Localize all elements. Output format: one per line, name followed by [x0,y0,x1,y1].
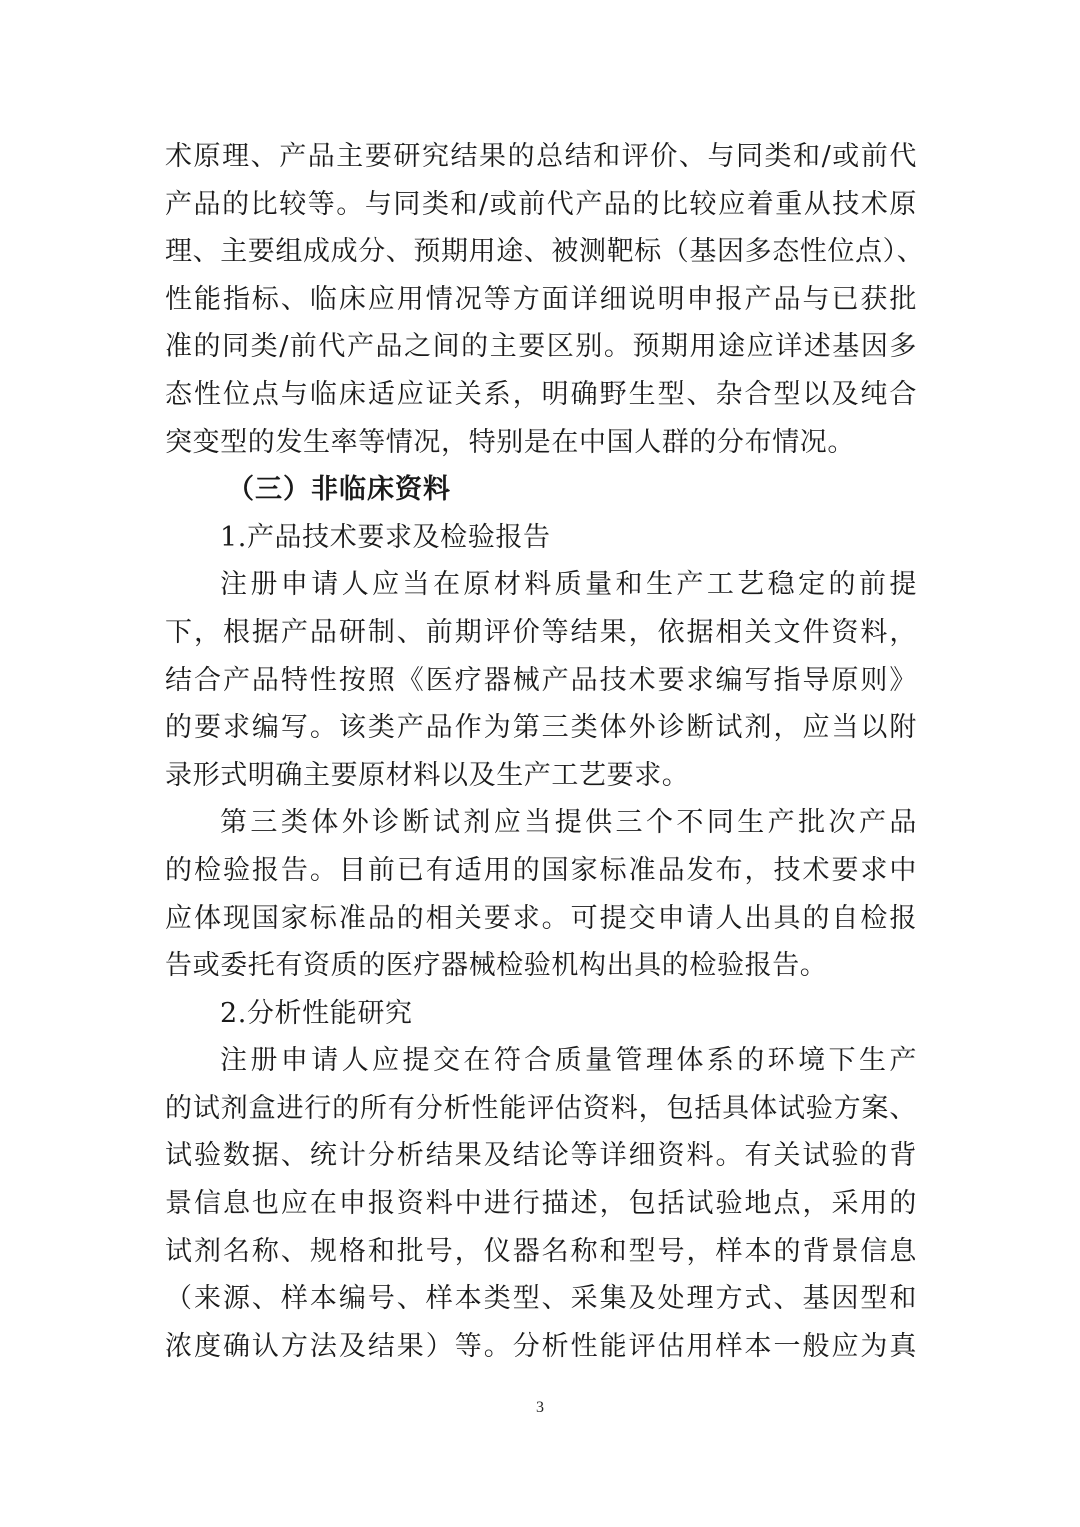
paragraph-line: 景信息也应在申报资料中进行描述，包括试验地点，采用的 [165,1188,917,1220]
paragraph-line: 应体现国家标准品的相关要求。可提交申请人出具的自检报 [165,902,917,934]
subsection-heading: 1.产品技术要求及检验报告 [220,521,551,553]
paragraph-line: 态性位点与临床适应证关系，明确野生型、杂合型以及纯合 [165,378,917,410]
paragraph-line: 第三类体外诊断试剂应当提供三个不同生产批次产品 [220,807,917,839]
paragraph-line: 的检验报告。目前已有适用的国家标准品发布，技术要求中 [165,854,917,886]
paragraph-line: 的试剂盒进行的所有分析性能评估资料，包括具体试验方案、 [165,1092,917,1124]
paragraph-line: （来源、样本编号、样本类型、采集及处理方式、基因型和 [165,1283,917,1315]
paragraph-line: 注册申请人应提交在符合质量管理体系的环境下生产 [220,1045,917,1077]
paragraph-line: 结合产品特性按照《医疗器械产品技术要求编写指导原则》 [165,664,917,696]
subsection-heading: 2.分析性能研究 [220,997,413,1029]
paragraph-line: 产品的比较等。与同类和/或前代产品的比较应着重从技术原 [165,188,917,220]
paragraph-line: 告或委托有资质的医疗器械检验机构出具的检验报告。 [165,950,828,982]
paragraph-line: 下，根据产品研制、前期评价等结果，依据相关文件资料， [165,616,917,648]
paragraph-line: 试剂名称、规格和批号，仪器名称和型号，样本的背景信息 [165,1235,917,1267]
paragraph-line: 录形式明确主要原材料以及生产工艺要求。 [165,759,690,791]
page-number: 3 [536,1399,544,1416]
paragraph-line: 理、主要组成成分、预期用途、被测靶标（基因多态性位点）、 [165,236,925,268]
paragraph-line: 的要求编写。该类产品作为第三类体外诊断试剂，应当以附 [165,712,917,744]
paragraph-line: 注册申请人应当在原材料质量和生产工艺稳定的前提 [220,569,917,601]
paragraph-line: 突变型的发生率等情况，特别是在中国人群的分布情况。 [165,426,855,458]
paragraph-line: 术原理、产品主要研究结果的总结和评价、与同类和/或前代 [165,141,917,172]
section-heading: （三）非临床资料 [227,474,451,506]
paragraph-line: 试验数据、统计分析结果及结论等详细资料。有关试验的背 [165,1140,917,1172]
paragraph-line: 浓度确认方法及结果）等。分析性能评估用样本一般应为真 [165,1330,917,1362]
paragraph-line: 准的同类/前代产品之间的主要区别。预期用途应详述基因多 [165,331,917,363]
body-text [165,133,925,1370]
paragraph-line: 性能指标、临床应用情况等方面详细说明申报产品与已获批 [165,283,917,315]
